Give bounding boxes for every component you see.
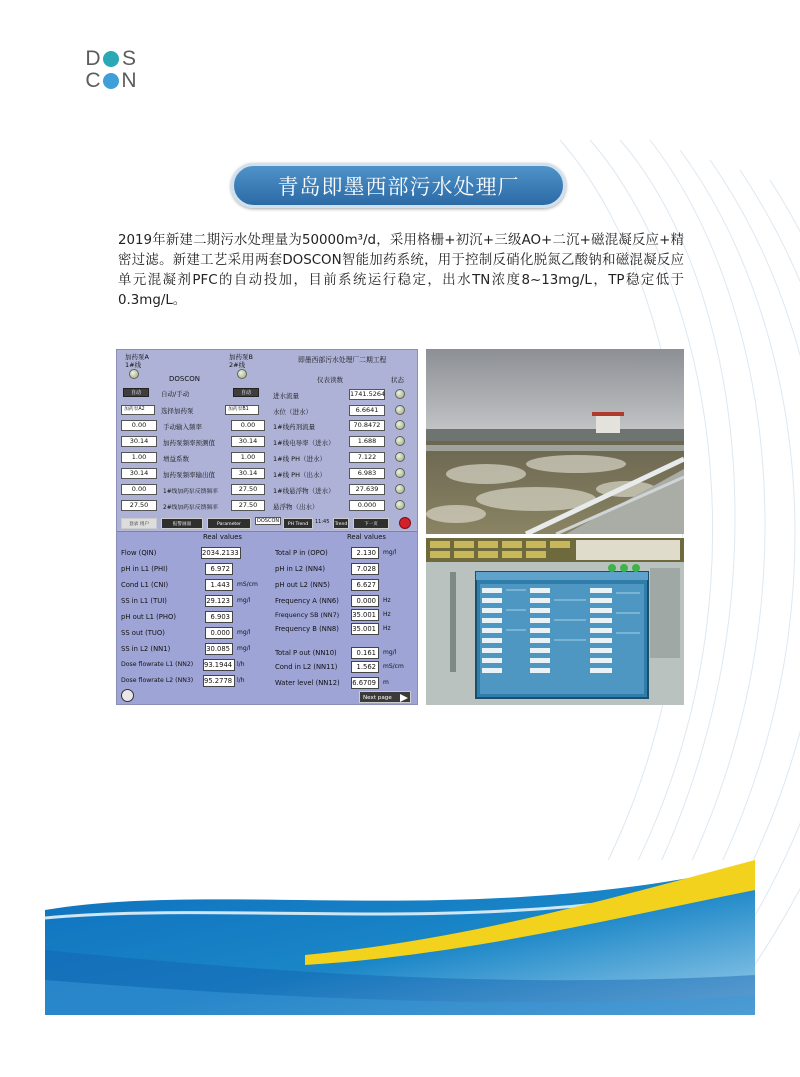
login-button[interactable]: 登录 用户 [121,518,157,529]
meter-status-icon [395,468,405,478]
hmi-row-label: 加药泵频率预测值 [163,439,215,447]
hmi-meter-readings-heading: 仪表读数 [317,376,343,384]
real-value-label: Total P in (OPO) [275,549,328,557]
real-value-unit: mg/l [383,549,397,556]
real-value-unit: Hz [383,597,391,604]
real-value-field: 6.972 [205,563,233,575]
real-value-field: 29.123 [205,595,233,607]
pump-a-value[interactable]: 30.14 [121,468,157,479]
logo-dot-teal [103,51,119,67]
real-value-label: Cond L1 (CNI) [121,581,169,589]
pump-b-value[interactable]: 30.14 [231,468,265,479]
real-value-field: 6.903 [205,611,233,623]
real-value-field: 30.085 [205,643,233,655]
real-value-field: 35.001 [351,609,379,621]
meter-status-icon [395,500,405,510]
meter-status-icon [395,484,405,494]
real-value-field: 0.161 [351,647,379,659]
doscon-logo [84,48,148,92]
emergency-stop-icon[interactable] [399,517,411,529]
real-value-unit: m [383,679,389,686]
pump-a-value[interactable]: 27.50 [121,500,157,511]
pump-b-value[interactable]: 1.00 [231,452,265,463]
meter-label: 进水流量 [273,392,299,400]
meter-value: 6.983 [349,468,385,479]
real-value-unit: l/h [237,677,245,684]
hmi-select-pump-label: 选择加药泵 [161,407,194,415]
real-value-label: pH in L2 (NN4) [275,565,326,573]
next-screen-button[interactable]: 下一页 [353,518,389,529]
logo-letter: C [85,69,101,92]
pump-b-status-light-icon [237,369,247,379]
pump-a-value[interactable]: 0.00 [121,484,157,495]
real-value-label: pH out L2 (NN5) [275,581,330,589]
pump-b-value[interactable]: 27.50 [231,484,265,495]
pump-a-value[interactable]: 30.14 [121,436,157,447]
meter-value: 27.639 [349,484,385,495]
real-value-unit: Hz [383,625,391,632]
home-icon[interactable] [121,689,134,702]
hmi-row-label: 2#线加药泵反馈频率 [163,505,218,511]
meter-label: 1#线电导率（进水） [273,439,335,447]
ph-trend-button[interactable]: PH Trend [283,518,313,529]
real-value-label: Water level (NN12) [275,679,340,687]
page-title-banner [231,163,566,208]
hmi-project-title: 即墨西部污水处理厂二期工程 [298,356,387,364]
pump-a-status-light-icon [129,369,139,379]
real-value-field: 0.000 [351,595,379,607]
real-value-label: Dose flowrate L2 (NN3) [121,677,194,684]
hmi-auto-manual-label: 自动/手动 [161,390,190,398]
logo-letter: S [121,47,136,70]
pump-b-value[interactable]: 30.14 [231,436,265,447]
real-value-label: SS out (TUO) [121,629,165,637]
meter-value: 7.122 [349,452,385,463]
real-value-unit: mg/l [383,649,397,656]
logo-dot-blue [103,73,119,89]
pump-a-select[interactable]: 加药泵A2 [121,405,155,415]
hmi-header-pump-b: 加药泵B [229,353,253,361]
hmi-row-label: 1#线加药泵反馈频率 [163,489,218,495]
meter-value: 1.688 [349,436,385,447]
real-value-label: Flow (QIN) [121,549,157,557]
real-value-label: Frequency A (NN6) [275,597,339,605]
next-page-button[interactable] [359,691,411,703]
hmi-row-label: 增益系数 [163,455,189,463]
meter-status-icon [395,420,405,430]
real-value-label: Frequency B (NN8) [275,625,339,633]
hmi-clock: 11:45 [315,519,330,525]
pump-b-value[interactable]: 27.50 [231,500,265,511]
parameter-button[interactable]: Parameter [207,518,251,529]
meter-label: 1#线 PH（进水） [273,455,326,463]
real-value-label: pH in L1 (PHI) [121,565,168,573]
real-value-field: 6.6709 [351,677,379,689]
real-value-field: 7.028 [351,563,379,575]
meter-value: 0.000 [349,500,385,511]
real-value-field: 2034.2133 [201,547,241,559]
scada-monitor-photo [426,538,684,705]
hmi-header-pump-a: 加药泵A [125,353,149,361]
page-title: 青岛即墨西部污水处理厂 [277,174,520,199]
pump-b-select[interactable]: 加药泵B1 [225,405,259,415]
meter-status-icon [395,389,405,399]
meter-value: 6.6641 [349,405,385,416]
next-page-label: Next page [363,695,392,701]
meter-status-icon [395,436,405,446]
real-value-field: 0.000 [205,627,233,639]
real-value-field: 6.627 [351,579,379,591]
meter-value: 70.8472 [349,420,385,431]
real-value-field: 93.1944 [203,659,235,671]
hmi-header-line-2: 2#线 [229,361,246,369]
hmi-row-label: 手动输入频率 [163,423,202,431]
treatment-tank-photo [426,349,684,534]
hmi-brand: DOSCON [169,375,200,383]
real-value-unit: mg/l [237,597,251,604]
real-value-label: Dose flowrate L1 (NN2) [121,661,194,668]
meter-status-icon [395,452,405,462]
meter-label: 1#线 PH（出水） [273,471,326,479]
pump-a-auto-button[interactable]: 自动 [123,388,149,397]
real-values-heading-left: Real values [203,533,242,541]
real-value-field: 95.2778 [203,675,235,687]
pump-b-value[interactable]: 0.00 [231,420,265,431]
real-value-unit: mg/l [237,629,251,636]
hmi-header-line-1: 1#线 [125,361,142,369]
real-value-label: Cond in L2 (NN11) [275,663,338,671]
logo-letter: D [85,47,101,70]
real-value-label: Frequency SB (NN7) [275,611,340,619]
real-value-label: SS in L2 (NN1) [121,645,171,653]
meter-label: 悬浮物（出水） [273,503,319,511]
pump-a-value[interactable]: 0.00 [121,420,157,431]
hmi-state-heading: 状态 [391,376,404,384]
real-value-field: 1.443 [205,579,233,591]
meter-label: 水位（进水） [273,408,312,416]
real-value-label: SS in L1 (TUI) [121,597,167,605]
pump-b-auto-button[interactable]: 自动 [233,388,259,397]
real-value-label: Total P out (NN10) [275,649,337,657]
real-value-unit: mS/cm [237,581,258,588]
alarm-screen-button[interactable]: 报警画面 [161,518,203,529]
meter-status-icon [395,405,405,415]
hmi-small-doscon-logo: DOSCON [257,518,280,524]
real-value-field: 35.001 [351,623,379,635]
real-value-unit: mg/l [237,645,251,652]
hmi-row-label: 加药泵频率输出值 [163,471,215,479]
logo-letter: N [121,69,137,92]
real-value-field: 2.130 [351,547,379,559]
meter-label: 1#线药剂流量 [273,423,316,431]
real-value-unit: Hz [383,611,391,618]
pump-a-value[interactable]: 1.00 [121,452,157,463]
hmi-screenshot [116,349,418,705]
meter-label: 1#线悬浮物（进水） [273,487,335,495]
real-value-unit: mS/cm [383,663,404,670]
meter-value: 1741.5264 [350,390,386,398]
bottom-wave-decoration [45,860,755,1015]
real-value-field: 1.562 [351,661,379,673]
trend-button[interactable]: Trend [333,518,349,529]
real-value-label: pH out L1 (PHO) [121,613,177,621]
real-value-unit: l/h [237,661,245,668]
real-values-heading-right: Real values [347,533,386,541]
intro-paragraph: 2019年新建二期污水处理量为50000m³/d，采用格栅+初沉+三级AO+二沉+磁混凝反应+精密过滤。新建工艺采用两套DOSCON智能加药系统，用于控制反硝化脱氮乙酸钠和磁混凝反应单元混凝剂PFC的自动投加，目前系统运行稳定，出水TN浓度8~13mg/L，TP稳定低于0.3mg/L。 [118,233,684,308]
arrow-right-icon [400,694,408,702]
